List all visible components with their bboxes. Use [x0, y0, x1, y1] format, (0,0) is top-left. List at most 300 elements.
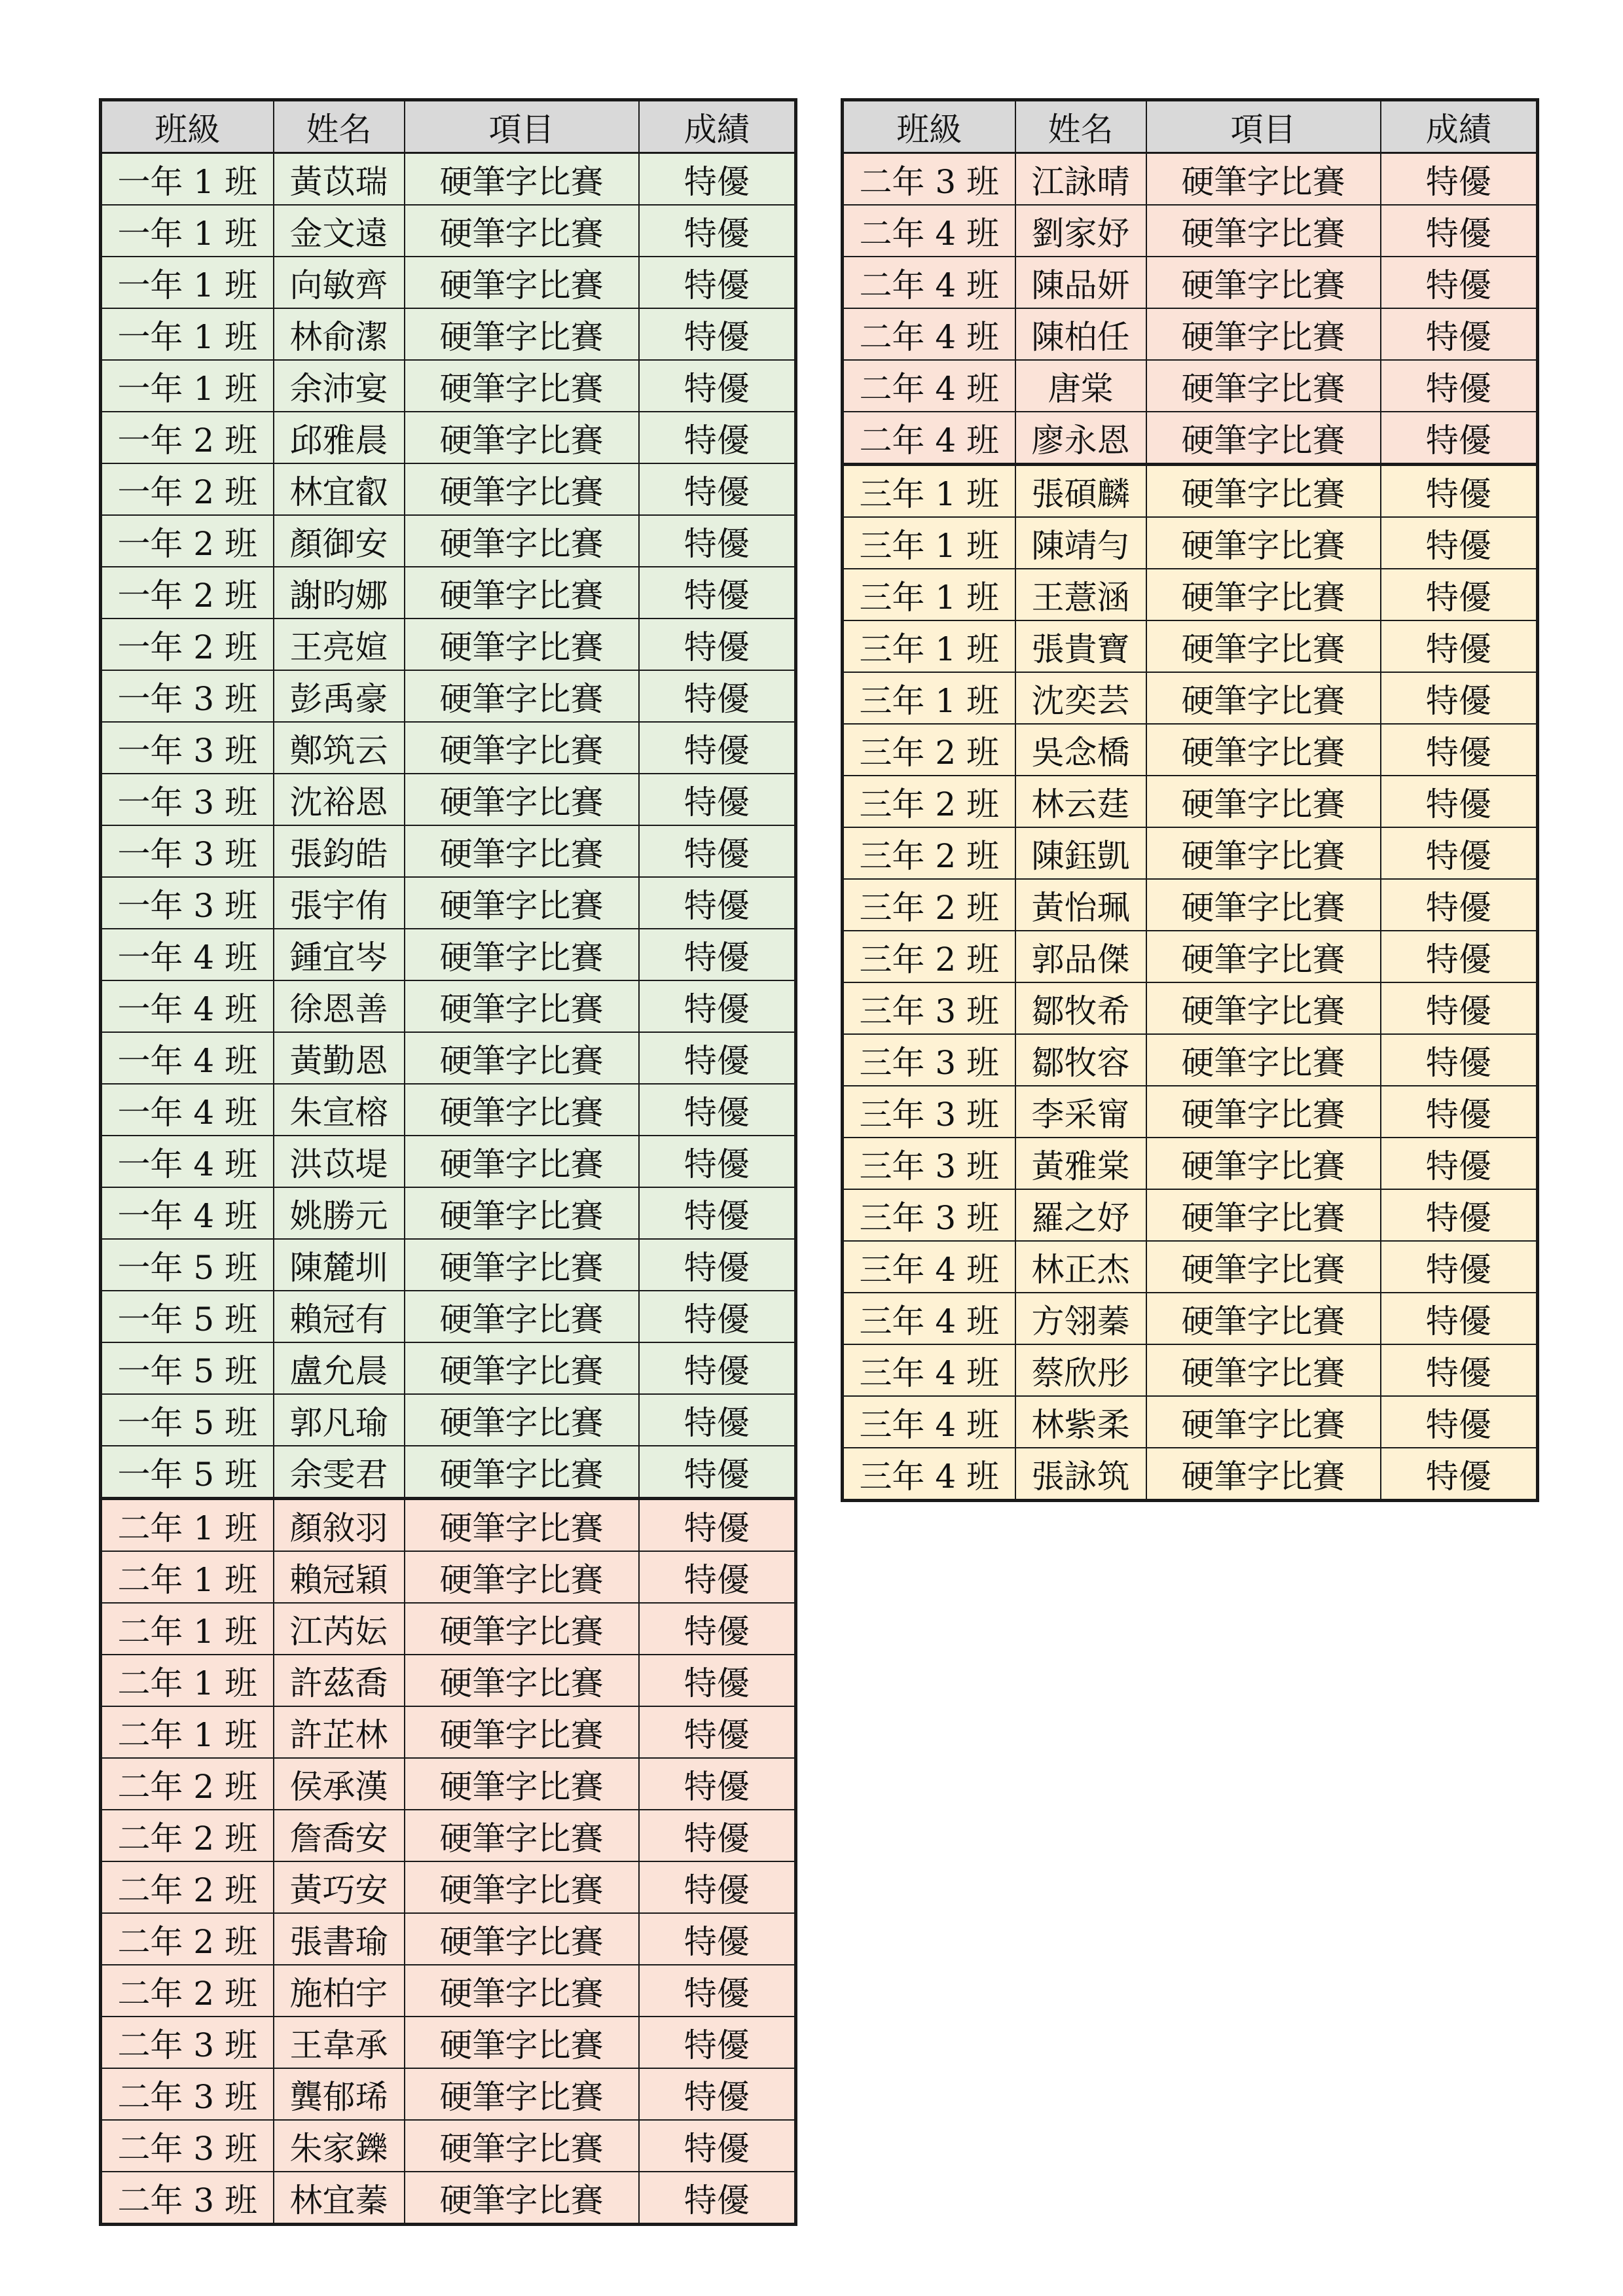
cell-result: 特優	[1381, 724, 1538, 776]
cell-result: 特優	[639, 619, 796, 670]
cell-name: 侯承漢	[274, 1758, 405, 1810]
cell-result: 特優	[639, 1603, 796, 1655]
cell-result: 特優	[1381, 1293, 1538, 1344]
cell-class: 三年 1 班	[843, 620, 1015, 672]
cell-item: 硬筆字比賽	[405, 1499, 639, 1552]
cell-name: 陳靖勻	[1015, 517, 1146, 569]
table-row	[843, 931, 1538, 982]
cell-name: 張鈞皓	[274, 825, 405, 877]
cell-name: 彭禹豪	[274, 670, 405, 722]
table-row	[101, 463, 796, 515]
cell-item: 硬筆字比賽	[405, 774, 639, 825]
cell-class: 一年 5 班	[101, 1446, 274, 1499]
cell-name: 張碩麟	[1015, 465, 1146, 518]
table-row	[101, 1810, 796, 1861]
cell-name: 林宜叡	[274, 463, 405, 515]
cell-item: 硬筆字比賽	[405, 412, 639, 463]
cell-item: 硬筆字比賽	[405, 670, 639, 722]
cell-result: 特優	[1381, 620, 1538, 672]
table-row	[101, 825, 796, 877]
cell-name: 沈奕芸	[1015, 672, 1146, 724]
cell-result: 特優	[639, 1655, 796, 1706]
cell-class: 三年 3 班	[843, 1034, 1015, 1086]
cell-name: 廖永恩	[1015, 412, 1146, 465]
cell-class: 三年 2 班	[843, 931, 1015, 982]
cell-name: 張詠筑	[1015, 1448, 1146, 1501]
cell-result: 特優	[639, 1187, 796, 1239]
cell-result: 特優	[1381, 1344, 1538, 1396]
table-body-right	[843, 153, 1538, 1501]
cell-result: 特優	[1381, 465, 1538, 518]
cell-item: 硬筆字比賽	[405, 1913, 639, 1965]
header-result: 成績	[639, 100, 796, 153]
header-name: 姓名	[274, 100, 405, 153]
cell-result: 特優	[639, 412, 796, 463]
cell-class: 三年 4 班	[843, 1396, 1015, 1448]
cell-item: 硬筆字比賽	[1146, 827, 1381, 879]
cell-result: 特優	[639, 670, 796, 722]
table-row	[843, 620, 1538, 672]
table-row	[101, 1446, 796, 1499]
cell-item: 硬筆字比賽	[1146, 931, 1381, 982]
cell-item: 硬筆字比賽	[405, 877, 639, 929]
cell-class: 一年 2 班	[101, 463, 274, 515]
table-row	[843, 412, 1538, 465]
cell-name: 林正杰	[1015, 1241, 1146, 1293]
cell-class: 二年 2 班	[101, 1965, 274, 2017]
cell-result: 特優	[1381, 1086, 1538, 1138]
cell-class: 二年 4 班	[843, 412, 1015, 465]
cell-item: 硬筆字比賽	[1146, 1034, 1381, 1086]
cell-result: 特優	[639, 1913, 796, 1965]
table-row	[101, 205, 796, 257]
cell-name: 金文遠	[274, 205, 405, 257]
cell-class: 三年 1 班	[843, 465, 1015, 518]
table-row	[101, 1706, 796, 1758]
cell-class: 一年 2 班	[101, 567, 274, 619]
cell-class: 一年 2 班	[101, 412, 274, 463]
table-row	[101, 1394, 796, 1446]
cell-item: 硬筆字比賽	[405, 567, 639, 619]
cell-result: 特優	[639, 980, 796, 1032]
cell-class: 一年 5 班	[101, 1239, 274, 1291]
cell-result: 特優	[639, 360, 796, 412]
table-row	[843, 1344, 1538, 1396]
cell-class: 一年 3 班	[101, 825, 274, 877]
table-row	[843, 827, 1538, 879]
cell-item: 硬筆字比賽	[405, 1136, 639, 1187]
cell-class: 三年 4 班	[843, 1293, 1015, 1344]
cell-name: 賴冠穎	[274, 1551, 405, 1603]
cell-name: 陳麓圳	[274, 1239, 405, 1291]
table-row	[101, 1136, 796, 1187]
table-row	[101, 1603, 796, 1655]
cell-item: 硬筆字比賽	[1146, 724, 1381, 776]
header-row	[101, 100, 796, 153]
cell-name: 余沛宴	[274, 360, 405, 412]
cell-item: 硬筆字比賽	[405, 153, 639, 206]
cell-class: 二年 1 班	[101, 1706, 274, 1758]
table-row	[843, 360, 1538, 412]
cell-result: 特優	[1381, 1448, 1538, 1501]
cell-name: 江詠晴	[1015, 153, 1146, 206]
cell-result: 特優	[639, 1758, 796, 1810]
cell-item: 硬筆字比賽	[405, 515, 639, 567]
table-row	[101, 515, 796, 567]
cell-name: 張宇侑	[274, 877, 405, 929]
cell-item: 硬筆字比賽	[405, 825, 639, 877]
cell-class: 二年 3 班	[101, 2172, 274, 2225]
cell-result: 特優	[639, 1706, 796, 1758]
table-row	[101, 308, 796, 360]
cell-result: 特優	[1381, 205, 1538, 257]
cell-item: 硬筆字比賽	[1146, 776, 1381, 827]
cell-name: 江芮妘	[274, 1603, 405, 1655]
cell-class: 三年 2 班	[843, 879, 1015, 931]
table-row	[843, 879, 1538, 931]
cell-name: 余雯君	[274, 1446, 405, 1499]
cell-class: 三年 3 班	[843, 982, 1015, 1034]
cell-result: 特優	[1381, 308, 1538, 360]
cell-result: 特優	[1381, 982, 1538, 1034]
cell-item: 硬筆字比賽	[405, 980, 639, 1032]
cell-result: 特優	[1381, 776, 1538, 827]
cell-class: 二年 3 班	[101, 2120, 274, 2172]
cell-name: 林宜蓁	[274, 2172, 405, 2225]
cell-class: 二年 4 班	[843, 308, 1015, 360]
cell-class: 一年 3 班	[101, 877, 274, 929]
cell-item: 硬筆字比賽	[1146, 672, 1381, 724]
award-table-right	[841, 98, 1539, 1502]
table-row	[101, 2017, 796, 2068]
cell-item: 硬筆字比賽	[405, 1551, 639, 1603]
cell-item: 硬筆字比賽	[1146, 465, 1381, 518]
cell-item: 硬筆字比賽	[405, 1758, 639, 1810]
cell-class: 一年 1 班	[101, 308, 274, 360]
cell-name: 郭凡瑜	[274, 1394, 405, 1446]
table-row	[101, 567, 796, 619]
table-row	[843, 724, 1538, 776]
table-row	[101, 619, 796, 670]
cell-class: 一年 4 班	[101, 929, 274, 980]
cell-name: 朱宣榕	[274, 1084, 405, 1136]
cell-result: 特優	[1381, 412, 1538, 465]
table-row	[101, 1965, 796, 2017]
table-row	[843, 1034, 1538, 1086]
table-row	[843, 1189, 1538, 1241]
cell-item: 硬筆字比賽	[1146, 360, 1381, 412]
table-row	[843, 672, 1538, 724]
cell-item: 硬筆字比賽	[405, 1655, 639, 1706]
cell-class: 三年 1 班	[843, 517, 1015, 569]
cell-item: 硬筆字比賽	[405, 205, 639, 257]
cell-name: 顏敘羽	[274, 1499, 405, 1552]
cell-name: 王韋承	[274, 2017, 405, 2068]
cell-class: 一年 4 班	[101, 1136, 274, 1187]
cell-class: 二年 2 班	[101, 1758, 274, 1810]
cell-class: 二年 1 班	[101, 1655, 274, 1706]
cell-class: 二年 2 班	[101, 1810, 274, 1861]
table-row	[843, 1138, 1538, 1189]
cell-class: 二年 3 班	[101, 2068, 274, 2120]
cell-name: 詹喬安	[274, 1810, 405, 1861]
table-row	[101, 1861, 796, 1913]
cell-result: 特優	[639, 1394, 796, 1446]
cell-name: 唐棠	[1015, 360, 1146, 412]
table-row	[101, 2068, 796, 2120]
cell-result: 特優	[639, 929, 796, 980]
cell-result: 特優	[1381, 1396, 1538, 1448]
cell-class: 三年 3 班	[843, 1138, 1015, 1189]
cell-result: 特優	[639, 2172, 796, 2225]
cell-item: 硬筆字比賽	[1146, 879, 1381, 931]
cell-class: 一年 1 班	[101, 205, 274, 257]
cell-name: 龔郁琋	[274, 2068, 405, 2120]
cell-name: 鄒牧容	[1015, 1034, 1146, 1086]
cell-class: 一年 1 班	[101, 360, 274, 412]
cell-result: 特優	[639, 1810, 796, 1861]
cell-result: 特優	[639, 205, 796, 257]
cell-class: 二年 1 班	[101, 1603, 274, 1655]
table-row	[101, 1655, 796, 1706]
cell-class: 三年 2 班	[843, 827, 1015, 879]
cell-result: 特優	[1381, 517, 1538, 569]
cell-name: 李采甯	[1015, 1086, 1146, 1138]
cell-result: 特優	[639, 308, 796, 360]
cell-class: 三年 2 班	[843, 724, 1015, 776]
cell-class: 一年 1 班	[101, 257, 274, 308]
cell-name: 劉家妤	[1015, 205, 1146, 257]
cell-name: 陳鈺凱	[1015, 827, 1146, 879]
cell-item: 硬筆字比賽	[405, 257, 639, 308]
table-row	[101, 153, 796, 206]
header-class: 班級	[101, 100, 274, 153]
cell-item: 硬筆字比賽	[1146, 205, 1381, 257]
cell-item: 硬筆字比賽	[405, 1032, 639, 1084]
cell-class: 一年 2 班	[101, 515, 274, 567]
cell-class: 二年 2 班	[101, 1861, 274, 1913]
table-row	[101, 1551, 796, 1603]
cell-name: 黃怡珮	[1015, 879, 1146, 931]
header-row	[843, 100, 1538, 153]
cell-item: 硬筆字比賽	[405, 1394, 639, 1446]
cell-result: 特優	[639, 153, 796, 206]
award-table-left	[99, 98, 797, 2226]
cell-result: 特優	[639, 1499, 796, 1552]
cell-class: 二年 2 班	[101, 1913, 274, 1965]
cell-item: 硬筆字比賽	[405, 1239, 639, 1291]
cell-result: 特優	[1381, 1034, 1538, 1086]
cell-item: 硬筆字比賽	[405, 2120, 639, 2172]
cell-class: 三年 2 班	[843, 776, 1015, 827]
cell-result: 特優	[1381, 879, 1538, 931]
table-row	[843, 569, 1538, 620]
table-row	[101, 257, 796, 308]
header-result: 成績	[1381, 100, 1538, 153]
cell-name: 鄒牧希	[1015, 982, 1146, 1034]
table-row	[101, 1187, 796, 1239]
cell-item: 硬筆字比賽	[405, 1187, 639, 1239]
table-row	[101, 1084, 796, 1136]
cell-name: 許芷林	[274, 1706, 405, 1758]
table-row	[101, 1499, 796, 1552]
cell-name: 羅之妤	[1015, 1189, 1146, 1241]
cell-result: 特優	[639, 722, 796, 774]
table-row	[101, 877, 796, 929]
table-row	[843, 1293, 1538, 1344]
cell-name: 邱雅晨	[274, 412, 405, 463]
cell-name: 沈裕恩	[274, 774, 405, 825]
cell-item: 硬筆字比賽	[1146, 1293, 1381, 1344]
cell-name: 黃巧安	[274, 1861, 405, 1913]
table-row	[101, 774, 796, 825]
table-row	[101, 1239, 796, 1291]
cell-name: 黃雅棠	[1015, 1138, 1146, 1189]
cell-class: 三年 3 班	[843, 1086, 1015, 1138]
cell-item: 硬筆字比賽	[405, 1446, 639, 1499]
table-row	[101, 1291, 796, 1342]
cell-result: 特優	[639, 1239, 796, 1291]
cell-item: 硬筆字比賽	[405, 1084, 639, 1136]
cell-item: 硬筆字比賽	[1146, 1396, 1381, 1448]
cell-item: 硬筆字比賽	[405, 360, 639, 412]
table-row	[101, 1342, 796, 1394]
table-row	[843, 205, 1538, 257]
cell-name: 鍾宜岑	[274, 929, 405, 980]
cell-name: 鄭筑云	[274, 722, 405, 774]
cell-name: 蔡欣彤	[1015, 1344, 1146, 1396]
cell-item: 硬筆字比賽	[405, 929, 639, 980]
cell-class: 一年 4 班	[101, 980, 274, 1032]
header-item: 項目	[1146, 100, 1381, 153]
cell-result: 特優	[1381, 931, 1538, 982]
table-row	[101, 2120, 796, 2172]
cell-class: 二年 4 班	[843, 257, 1015, 308]
cell-name: 陳柏任	[1015, 308, 1146, 360]
cell-name: 林云莛	[1015, 776, 1146, 827]
cell-class: 一年 4 班	[101, 1032, 274, 1084]
cell-name: 黃勤恩	[274, 1032, 405, 1084]
cell-item: 硬筆字比賽	[1146, 1241, 1381, 1293]
table-row	[101, 1913, 796, 1965]
table-row	[843, 465, 1538, 518]
cell-item: 硬筆字比賽	[1146, 517, 1381, 569]
cell-name: 姚勝元	[274, 1187, 405, 1239]
cell-name: 吳念橋	[1015, 724, 1146, 776]
cell-result: 特優	[639, 1446, 796, 1499]
table-row	[101, 1032, 796, 1084]
cell-item: 硬筆字比賽	[405, 2017, 639, 2068]
header-class: 班級	[843, 100, 1015, 153]
cell-class: 一年 3 班	[101, 670, 274, 722]
cell-item: 硬筆字比賽	[1146, 569, 1381, 620]
cell-item: 硬筆字比賽	[1146, 412, 1381, 465]
cell-result: 特優	[1381, 672, 1538, 724]
cell-item: 硬筆字比賽	[405, 1291, 639, 1342]
cell-class: 三年 3 班	[843, 1189, 1015, 1241]
cell-result: 特優	[639, 1032, 796, 1084]
cell-item: 硬筆字比賽	[1146, 982, 1381, 1034]
cell-item: 硬筆字比賽	[1146, 1448, 1381, 1501]
table-row	[843, 257, 1538, 308]
cell-item: 硬筆字比賽	[1146, 153, 1381, 206]
cell-result: 特優	[1381, 257, 1538, 308]
cell-result: 特優	[1381, 1241, 1538, 1293]
cell-name: 洪苡堤	[274, 1136, 405, 1187]
cell-result: 特優	[639, 1861, 796, 1913]
cell-result: 特優	[1381, 827, 1538, 879]
table-row	[101, 1758, 796, 1810]
table-row	[843, 1396, 1538, 1448]
cell-result: 特優	[639, 1291, 796, 1342]
cell-class: 一年 5 班	[101, 1342, 274, 1394]
table-row	[843, 153, 1538, 206]
cell-class: 三年 4 班	[843, 1344, 1015, 1396]
cell-result: 特優	[1381, 153, 1538, 206]
cell-result: 特優	[639, 463, 796, 515]
cell-name: 賴冠有	[274, 1291, 405, 1342]
cell-class: 二年 4 班	[843, 360, 1015, 412]
cell-class: 二年 3 班	[101, 2017, 274, 2068]
table-row	[101, 412, 796, 463]
cell-item: 硬筆字比賽	[405, 2068, 639, 2120]
cell-result: 特優	[1381, 1189, 1538, 1241]
cell-result: 特優	[1381, 360, 1538, 412]
cell-name: 張書瑜	[274, 1913, 405, 1965]
cell-class: 三年 1 班	[843, 672, 1015, 724]
cell-item: 硬筆字比賽	[405, 1342, 639, 1394]
cell-result: 特優	[639, 2120, 796, 2172]
cell-name: 謝昀娜	[274, 567, 405, 619]
cell-result: 特優	[639, 2068, 796, 2120]
table-body-left	[101, 153, 796, 2225]
cell-name: 向敏齊	[274, 257, 405, 308]
cell-name: 朱家鑠	[274, 2120, 405, 2172]
table-row	[843, 1241, 1538, 1293]
cell-item: 硬筆字比賽	[1146, 308, 1381, 360]
cell-result: 特優	[639, 1342, 796, 1394]
cell-item: 硬筆字比賽	[1146, 1189, 1381, 1241]
cell-class: 二年 1 班	[101, 1499, 274, 1552]
cell-class: 一年 1 班	[101, 153, 274, 206]
cell-class: 二年 3 班	[843, 153, 1015, 206]
cell-result: 特優	[639, 825, 796, 877]
cell-class: 一年 4 班	[101, 1187, 274, 1239]
cell-class: 三年 4 班	[843, 1241, 1015, 1293]
cell-item: 硬筆字比賽	[405, 1810, 639, 1861]
table-row	[101, 360, 796, 412]
cell-class: 一年 4 班	[101, 1084, 274, 1136]
cell-result: 特優	[639, 1136, 796, 1187]
cell-item: 硬筆字比賽	[405, 1706, 639, 1758]
cell-class: 一年 3 班	[101, 774, 274, 825]
cell-item: 硬筆字比賽	[405, 1861, 639, 1913]
cell-item: 硬筆字比賽	[1146, 1138, 1381, 1189]
table-row	[101, 929, 796, 980]
cell-name: 黃苡瑞	[274, 153, 405, 206]
cell-item: 硬筆字比賽	[1146, 257, 1381, 308]
cell-item: 硬筆字比賽	[405, 722, 639, 774]
cell-result: 特優	[1381, 569, 1538, 620]
cell-item: 硬筆字比賽	[405, 1965, 639, 2017]
cell-result: 特優	[639, 1084, 796, 1136]
cell-name: 王亮媗	[274, 619, 405, 670]
table-row	[101, 670, 796, 722]
cell-class: 一年 2 班	[101, 619, 274, 670]
cell-class: 二年 4 班	[843, 205, 1015, 257]
cell-class: 三年 4 班	[843, 1448, 1015, 1501]
cell-item: 硬筆字比賽	[405, 2172, 639, 2225]
